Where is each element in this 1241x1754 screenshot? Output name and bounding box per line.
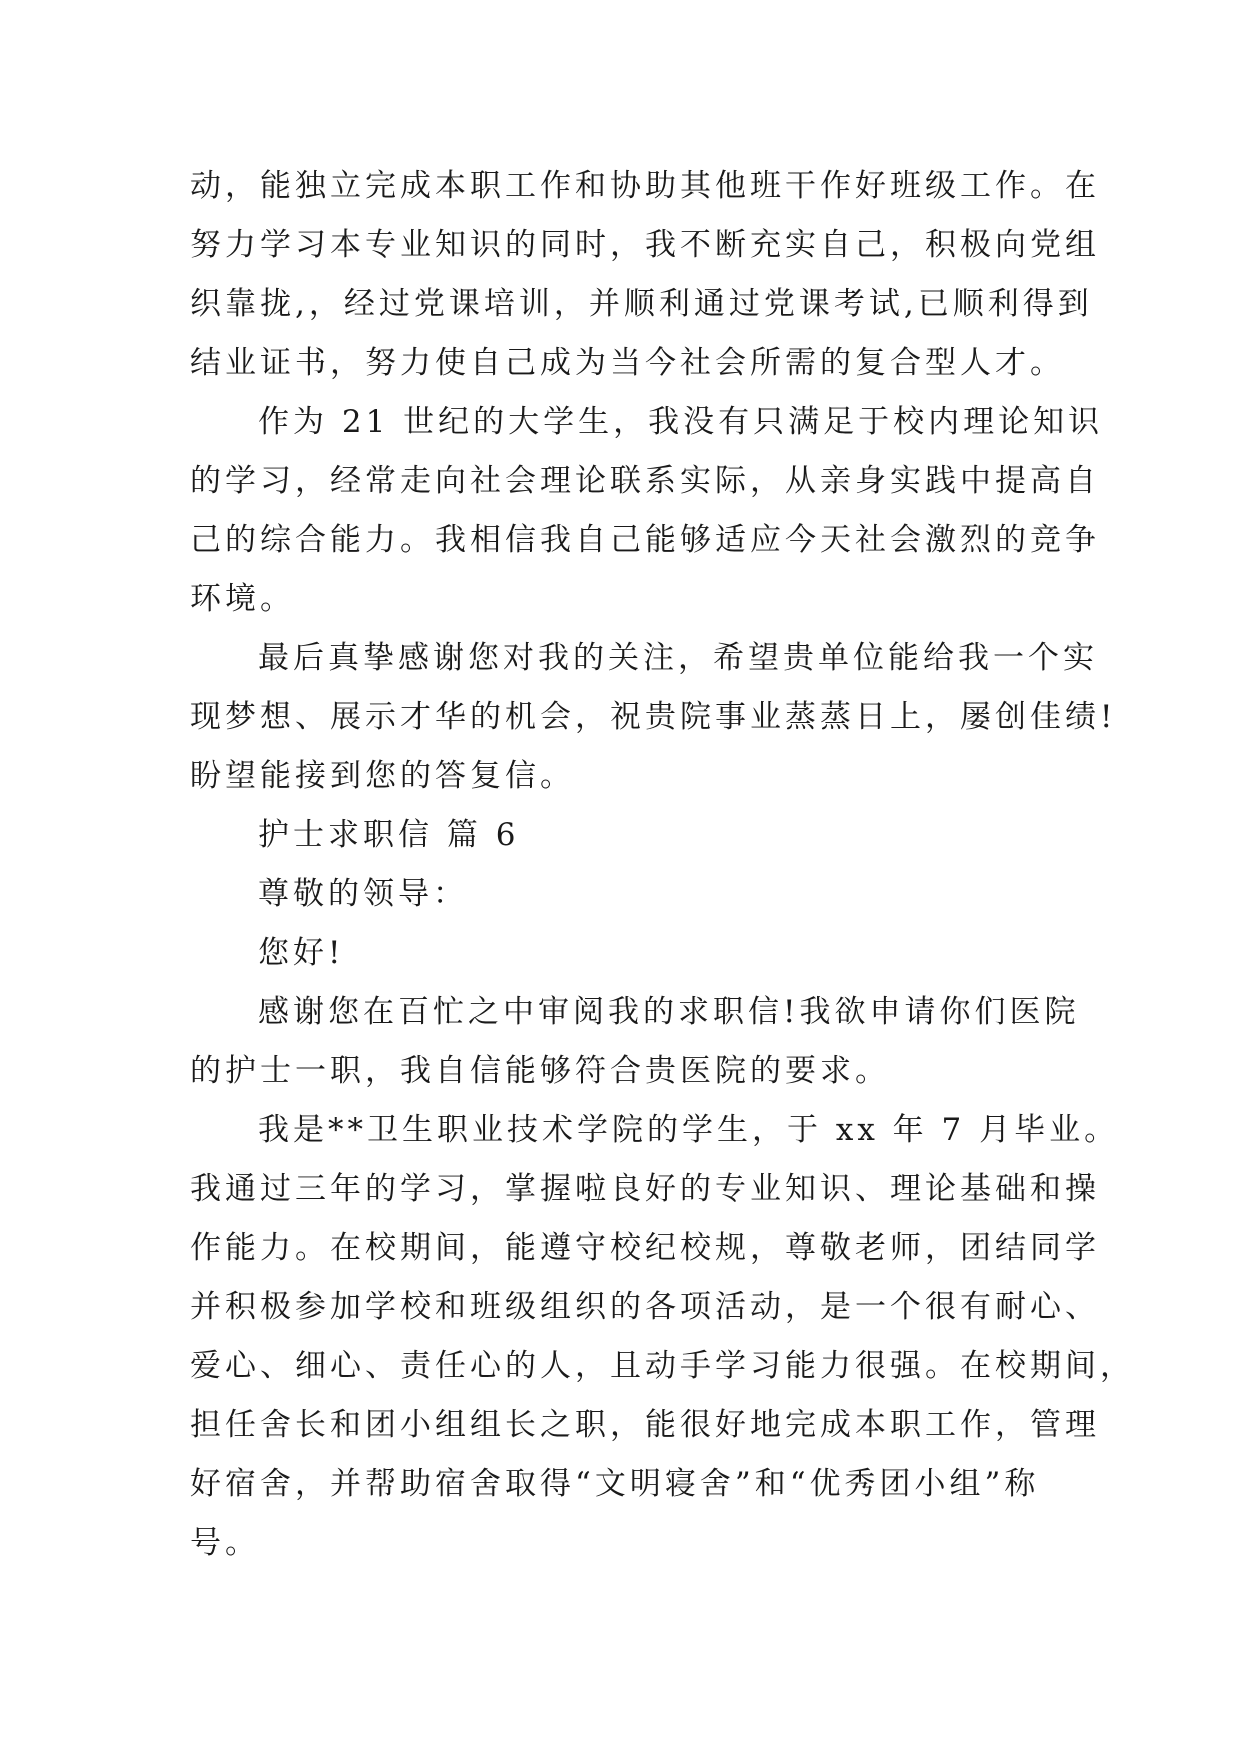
text-line: 的护士一职，我自信能够符合贵医院的要求。 — [190, 1053, 890, 1089]
paragraph-start-line: 我是**卫生职业技术学院的学生，于 xx 年 7 月毕业。 — [258, 1112, 1120, 1148]
section-heading: 护士求职信 篇 6 — [258, 817, 520, 853]
text-line: 动，能独立完成本职工作和协助其他班干作好班级工作。在 — [190, 168, 1100, 204]
text-line: 盼望能接到您的答复信。 — [190, 758, 575, 794]
text-line: 作能力。在校期间，能遵守校纪校规，尊敬老师，团结同学 — [190, 1230, 1100, 1266]
text-line: 努力学习本专业知识的同时，我不断充实自己，积极向党组 — [190, 227, 1100, 263]
text-line: 现梦想、展示才华的机会，祝贵院事业蒸蒸日上，屡创佳绩! — [190, 699, 1117, 735]
salutation: 尊敬的领导： — [258, 876, 468, 912]
text-line: 爱心、细心、责任心的人，且动手学习能力很强。在校期间， — [190, 1348, 1135, 1384]
text-line: 好宿舍，并帮助宿舍取得“文明寝舍”和“优秀团小组”称 — [190, 1466, 1040, 1502]
paragraph-start-line: 最后真挚感谢您对我的关注，希望贵单位能给我一个实 — [258, 640, 1098, 676]
text-line: 并积极参加学校和班级组织的各项活动，是一个很有耐心、 — [190, 1289, 1100, 1325]
text-line: 环境。 — [190, 581, 295, 617]
greeting: 您好! — [258, 935, 345, 971]
text-line: 担任舍长和团小组组长之职，能很好地完成本职工作，管理 — [190, 1407, 1100, 1443]
text-line: 己的综合能力。我相信我自己能够适应今天社会激烈的竞争 — [190, 522, 1100, 558]
text-line: 的学习，经常走向社会理论联系实际，从亲身实践中提高自 — [190, 463, 1100, 499]
text-line: 号。 — [190, 1525, 260, 1561]
paragraph-start-line: 作为 21 世纪的大学生，我没有只满足于校内理论知识 — [258, 404, 1104, 440]
text-line: 结业证书，努力使自己成为当今社会所需的复合型人才。 — [190, 345, 1065, 381]
text-line: 我通过三年的学习，掌握啦良好的专业知识、理论基础和操 — [190, 1171, 1100, 1207]
text-line: 织靠拢,，经过党课培训，并顺利通过党课考试,已顺利得到 — [190, 286, 1093, 322]
paragraph-start-line: 感谢您在百忙之中审阅我的求职信!我欲申请你们医院 — [258, 994, 1080, 1030]
document-body — [190, 157, 1135, 1573]
